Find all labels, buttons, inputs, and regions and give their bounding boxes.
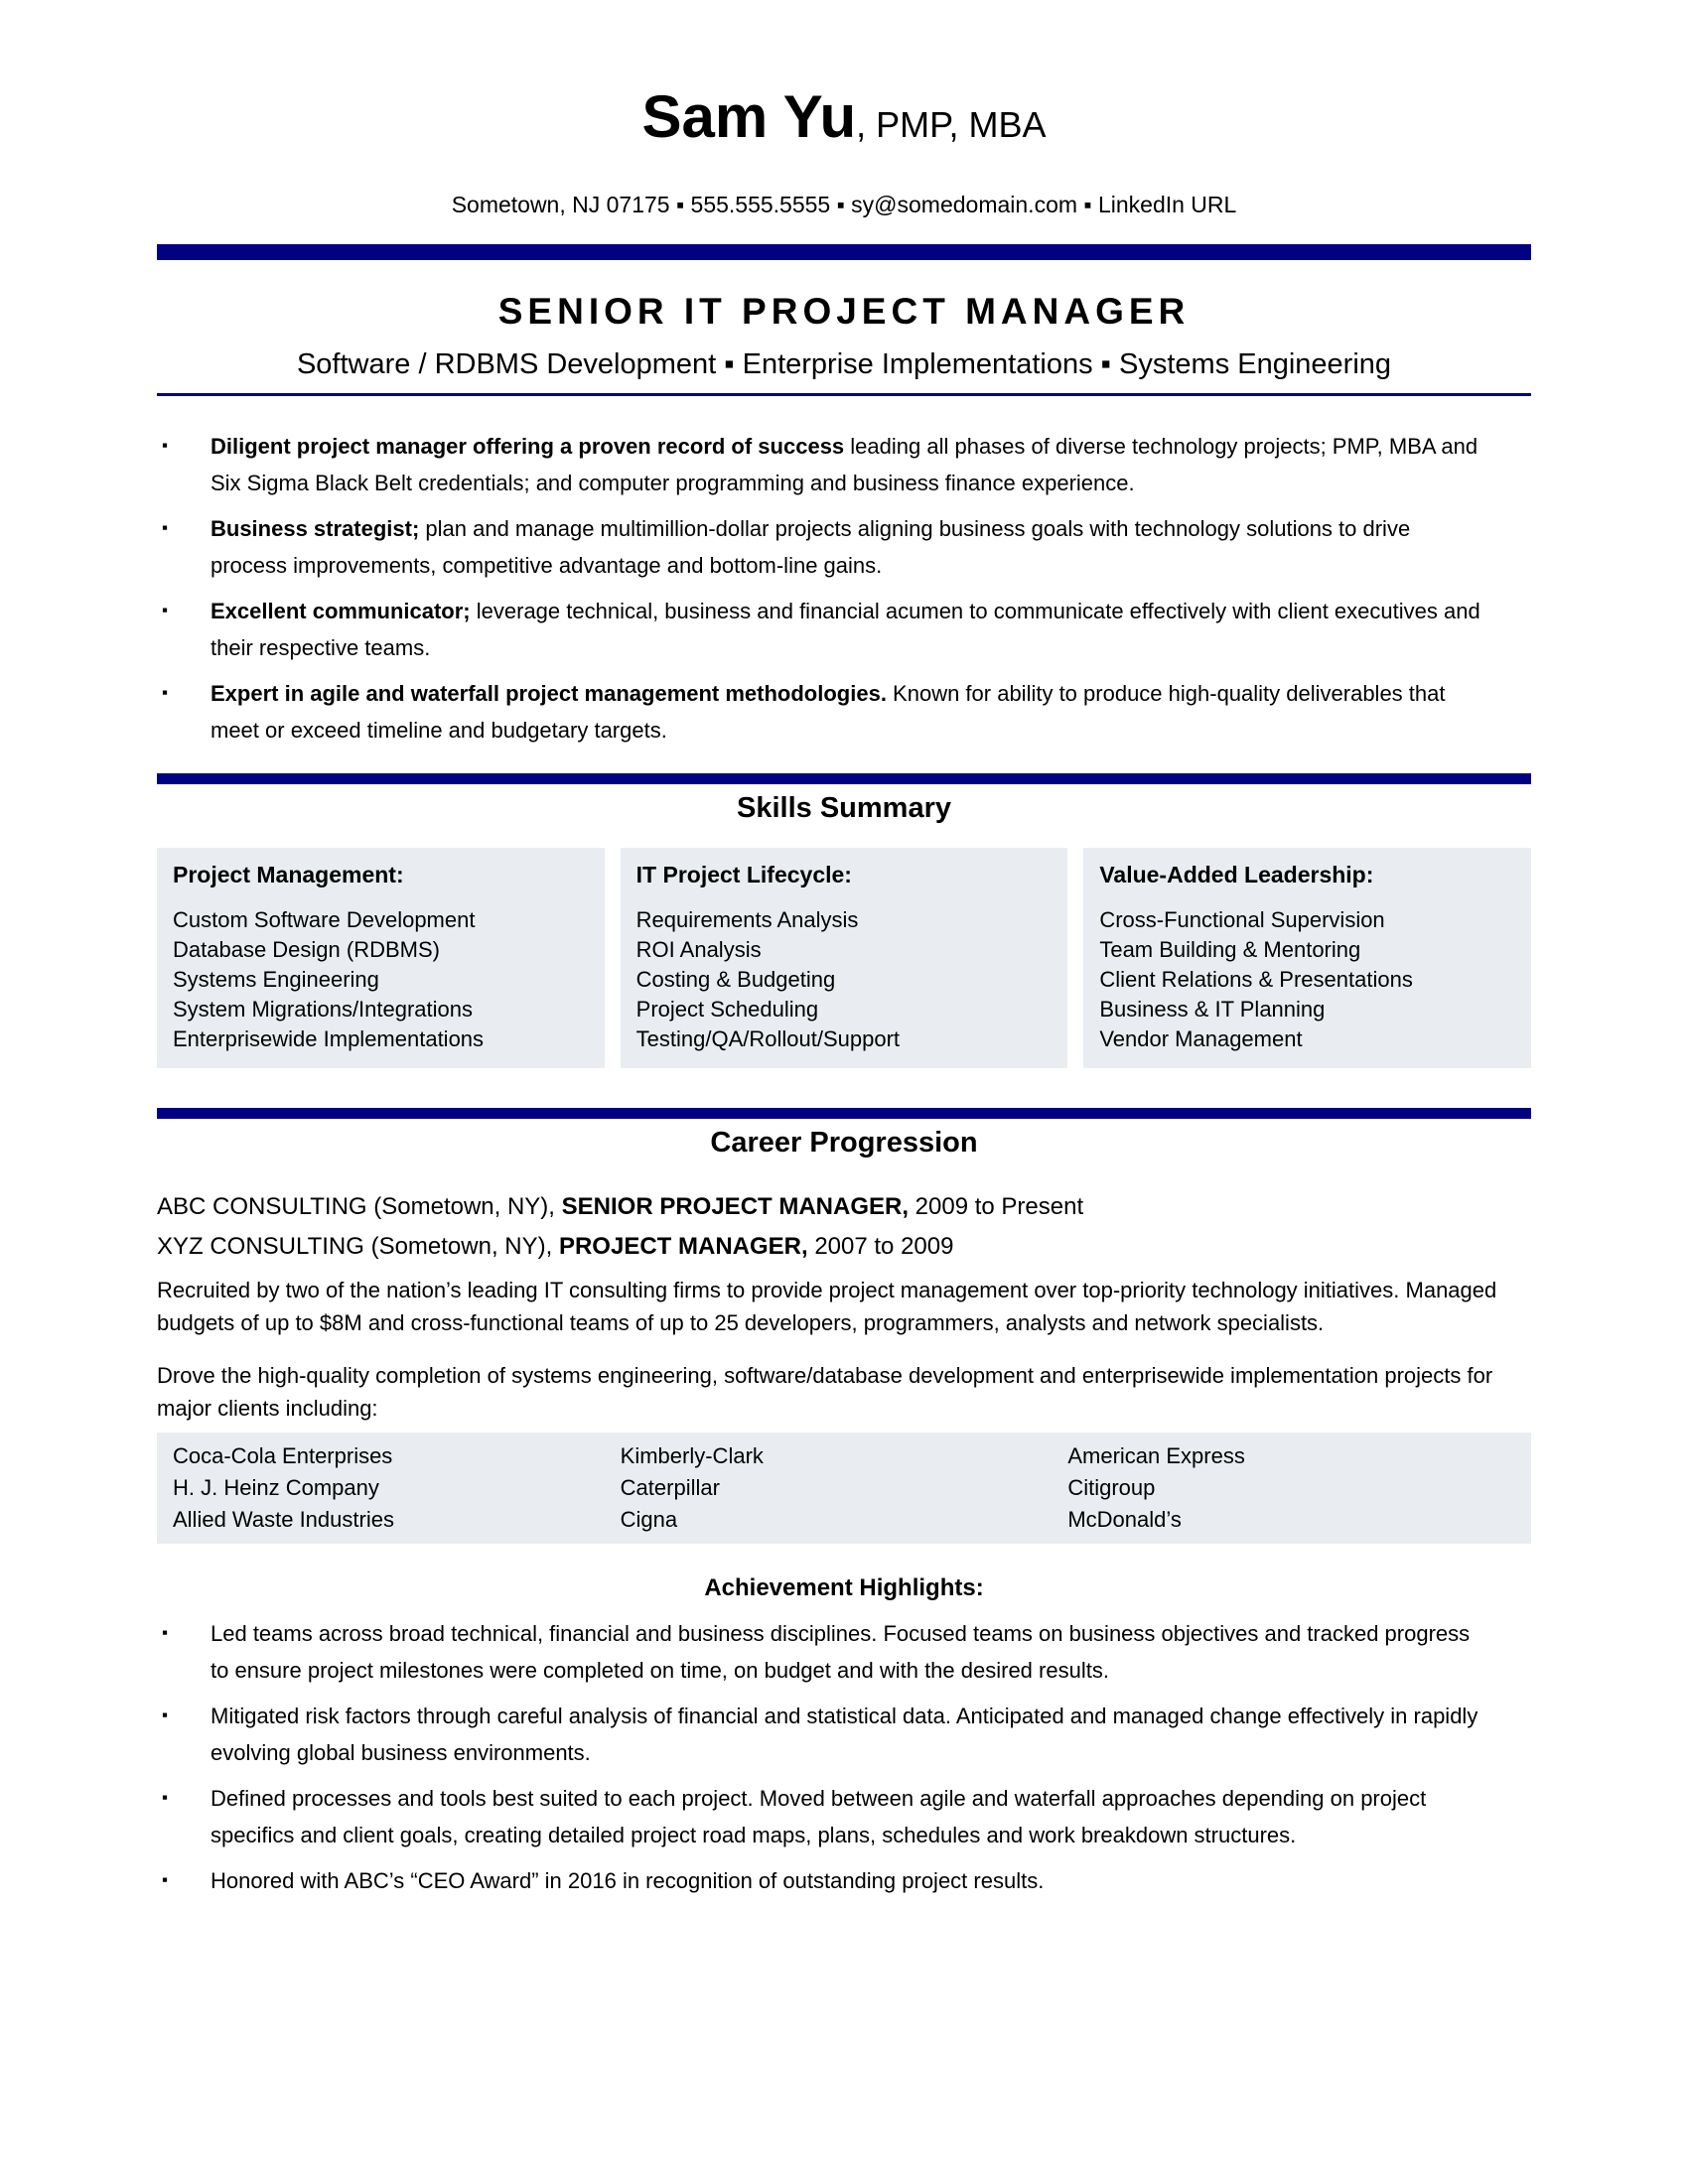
bullet-square-icon: ▪	[162, 1706, 169, 1724]
job-company: XYZ CONSULTING (Sometown, NY),	[157, 1233, 559, 1260]
candidate-name-line	[157, 77, 1531, 165]
career-paragraph: Recruited by two of the nation’s leading IT consulting firms to provide project management over top-priority technology initiatives. Managed budgets of up to $8M and cross-functional teams of up to 25 developers, programmers, analysts and network specialists.	[157, 1278, 1497, 1335]
skill-item: Cross-Functional Supervision	[1099, 907, 1385, 932]
achievements-heading: Achievement Highlights:	[704, 1574, 984, 1601]
job-entry	[157, 1232, 1531, 1262]
skill-item: Systems Engineering	[173, 967, 379, 992]
skill-item: Requirements Analysis	[635, 907, 859, 932]
skill-item: Enterprisewide Implementations	[173, 1026, 485, 1051]
subtitle-divider-rule	[157, 393, 1531, 396]
skills-column-project-management	[157, 848, 605, 1068]
client-item: Caterpillar	[620, 1475, 720, 1500]
skill-item: System Migrations/Integrations	[173, 997, 474, 1022]
summary-bullet-lead: Business strategist;	[211, 516, 420, 541]
achievements-bullet-list	[157, 1615, 1531, 1899]
achievement-text: Defined processes and tools best suited to each project. Moved between agile and waterfall approaches depending on project specifics and client goals, creating detailed project road maps, plans, schedules and work breakdown structures.	[211, 1786, 1427, 1847]
contact-line: Sometown, NJ 07175 ▪ 555.555.5555 ▪ sy@somedomain.com ▪ LinkedIn URL	[451, 192, 1237, 217]
title-subtitle: Software / RDBMS Development ▪ Enterprise Implementations ▪ Systems Engineering	[296, 348, 1392, 380]
career-section-heading: Career Progression	[710, 1127, 978, 1159]
skill-item: Project Scheduling	[635, 997, 819, 1022]
clients-column	[173, 1440, 621, 1536]
skills-section-heading: Skills Summary	[737, 792, 951, 824]
achievement-bullet	[157, 1615, 1531, 1689]
job-role: PROJECT MANAGER,	[558, 1233, 808, 1260]
bullet-square-icon: ▪	[162, 1623, 169, 1642]
achievement-bullet	[157, 1780, 1531, 1853]
bullet-square-icon: ▪	[162, 601, 169, 619]
achievement-text: Honored with ABC’s “CEO Award” in 2016 in recognition of outstanding project results.	[211, 1868, 1045, 1893]
bullet-square-icon: ▪	[162, 1788, 169, 1807]
summary-bullet-lead: Excellent communicator;	[211, 599, 471, 623]
job-dates: 2007 to 2009	[807, 1233, 954, 1260]
career-paragraph: Drove the high-quality completion of systems engineering, software/database development and enterprisewide implementation projects for major clients including:	[157, 1363, 1493, 1421]
bullet-square-icon: ▪	[162, 1870, 169, 1889]
bullet-square-icon: ▪	[162, 683, 169, 702]
client-item: Allied Waste Industries	[173, 1507, 394, 1532]
summary-bullet	[157, 675, 1531, 749]
client-item: Kimberly-Clark	[620, 1443, 764, 1468]
summary-bullet-lead: Diligent project manager offering a proven record of success	[211, 434, 845, 459]
skill-item: Database Design (RDBMS)	[173, 937, 440, 962]
header-divider-bar	[157, 244, 1531, 260]
skills-column-header: Value-Added Leadership:	[1099, 862, 1374, 887]
summary-bullet	[157, 428, 1531, 501]
skill-item: Testing/QA/Rollout/Support	[635, 1026, 901, 1051]
skill-item: Vendor Management	[1099, 1026, 1303, 1051]
client-item: Cigna	[620, 1507, 678, 1532]
skills-section-bar	[157, 773, 1531, 784]
skills-table	[157, 848, 1531, 1068]
summary-bullet	[157, 510, 1531, 584]
client-item: H. J. Heinz Company	[173, 1475, 379, 1500]
summary-bullet-text: plan and manage multimillion-dollar projects aligning business goals with technology solutions to drive process improvements, competitive advantage and bottom-line gains.	[211, 516, 1411, 578]
skill-item: Team Building & Mentoring	[1099, 937, 1361, 962]
skills-column-value-added-leadership	[1083, 848, 1531, 1068]
clients-table	[157, 1433, 1531, 1544]
summary-bullet-text: Known for ability to produce high-quality deliverables that meet or exceed timeline and budgetary targets.	[211, 681, 1446, 743]
job-role: SENIOR PROJECT MANAGER,	[561, 1193, 910, 1220]
candidate-credentials: , PMP, MBA	[856, 104, 1047, 145]
summary-bullet	[157, 593, 1531, 666]
clients-column	[621, 1440, 1068, 1536]
resume-header	[157, 0, 1531, 218]
achievement-text: Led teams across broad technical, financial and business disciplines. Focused teams on business objectives and tracked progress to ensure project milestones were completed on time, on budget and with the desired results.	[211, 1621, 1471, 1683]
skill-item: Business & IT Planning	[1099, 997, 1326, 1022]
summary-bullet-text: leverage technical, business and financial acumen to communicate effectively with client executives and their respective teams.	[211, 599, 1480, 660]
client-item: McDonald’s	[1067, 1507, 1182, 1532]
skill-item: ROI Analysis	[635, 937, 762, 962]
skills-column-header: IT Project Lifecycle:	[635, 862, 852, 887]
summary-bullet-list	[157, 428, 1531, 749]
client-item: Citigroup	[1067, 1475, 1156, 1500]
clients-column	[1067, 1440, 1515, 1536]
achievement-bullet	[157, 1698, 1531, 1771]
client-item: Coca-Cola Enterprises	[173, 1443, 393, 1468]
summary-bullet-text: leading all phases of diverse technology projects; PMP, MBA and Six Sigma Black Belt credentials; and computer programming and business finance experience.	[211, 434, 1478, 495]
summary-bullet-lead: Expert in agile and waterfall project management methodologies.	[211, 681, 887, 706]
bullet-square-icon: ▪	[162, 436, 169, 455]
skill-item: Costing & Budgeting	[635, 967, 836, 992]
client-item: American Express	[1067, 1443, 1245, 1468]
bullet-square-icon: ▪	[162, 518, 169, 537]
skills-column-header: Project Management:	[173, 862, 404, 887]
job-dates: 2009 to Present	[909, 1193, 1084, 1220]
career-section-bar	[157, 1108, 1531, 1119]
achievement-text: Mitigated risk factors through careful analysis of financial and statistical data. Anticipated and managed change effectively in rapidly evolving global business environments.	[211, 1704, 1478, 1765]
candidate-name: Sam Yu	[641, 83, 857, 150]
skill-item: Client Relations & Presentations	[1099, 967, 1413, 992]
job-entry	[157, 1192, 1531, 1222]
achievement-bullet	[157, 1862, 1531, 1899]
page-title: SENIOR IT PROJECT MANAGER	[497, 291, 1191, 332]
skills-column-it-project-lifecycle	[621, 848, 1068, 1068]
job-company: ABC CONSULTING (Sometown, NY),	[157, 1193, 562, 1220]
skill-item: Custom Software Development	[173, 907, 476, 932]
